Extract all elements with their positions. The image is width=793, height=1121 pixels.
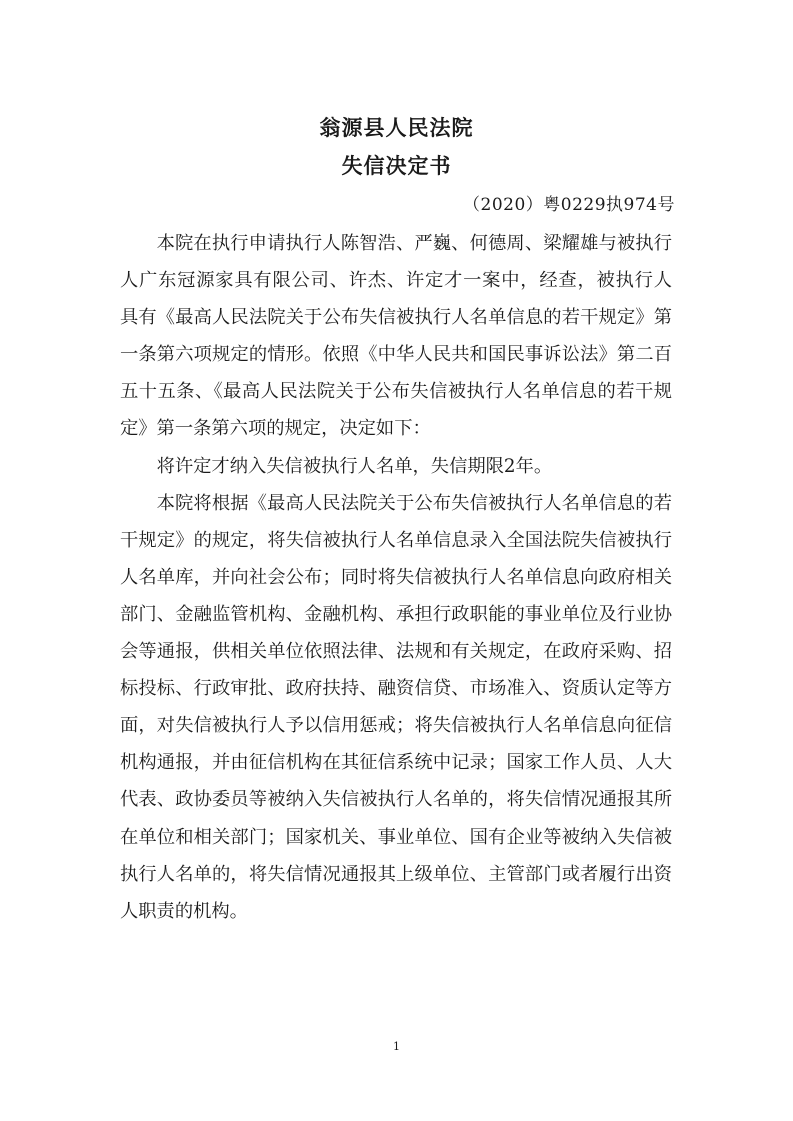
document-body <box>120 225 672 930</box>
paragraph-decision: 将许定才纳入失信被执行人名单，失信期限2年。 <box>156 455 553 477</box>
case-number: （2020）粤0229执974号 <box>463 195 675 215</box>
paragraph-consequences: 本院将根据《最高人民法院关于公布失信被执行人名单信息的若干规定》的规定，将失信被执行人名单信息录入全国法院失信被执行人名单库，并向社会公布；同时将失信被执行人名单信息向政府相关部门、金融监管机构、金融机构、承担行政职能的事业单位及行业协会等通报，供相关单位依照法律、法规和有关规定，在政府采购、招标投标、行政审批、政府扶持、融资信贷、市场准入、资质认定等方面，对失信被执行人予以信用惩戒；将失信被执行人名单信息向征信机构通报，并由征信机构在其征信系统中记录；国家工作人员、人大代表、政协委员等被纳入失信被执行人名单的，将失信情况通报其所在单位和相关部门；国家机关、事业单位、国有企业等被纳入失信被执行人名单的，将失信情况通报其上级单位、主管部门或者履行出资人职责的机构。 <box>120 492 672 922</box>
court-name: 翁源县人民法院 <box>319 116 474 140</box>
page-number: 1 <box>393 1040 400 1053</box>
paragraph-findings: 本院在执行申请执行人陈智浩、严巍、何德周、梁耀雄与被执行人广东冠源家具有限公司、许杰、许定才一案中，经查，被执行人 具有《最高人民法院关于公布失信被执行人名单信息的若干规定》第一条第六项规定的情形。依照《中华人民共和国民事诉讼法》第二百五十五条、《最高人民法院关于公布失信被执行人名单信息的若干规定》第一条第六项的规定，决定如下： <box>120 233 672 440</box>
document-title: 失信决定书 <box>341 154 452 178</box>
